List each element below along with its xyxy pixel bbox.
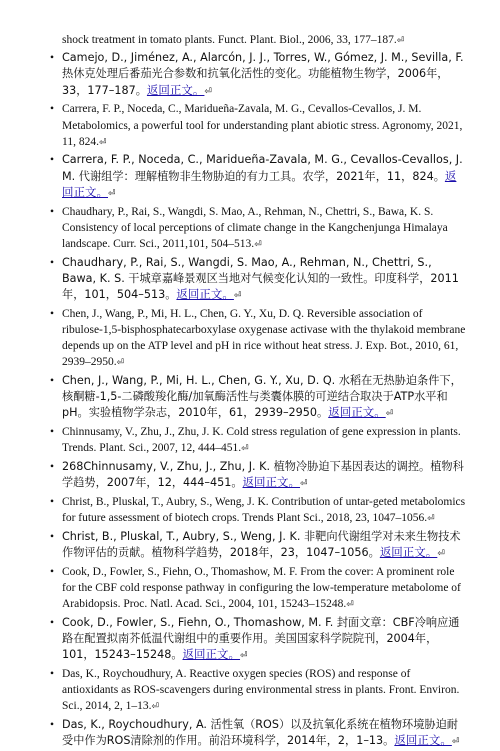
reference-text: Chen, J., Wang, P., Mi, H. L., Chen, G. Y., Xu, D. Q. Reversible association of ribulose-1,5-bisphosphatecarboxylase oxygenase activase with the thylakoid membrane depends up on the ATP level and pH in rice without heat stress. J. Exp. Bot., 2010, 61, 2939–2950. xyxy=(62,307,466,369)
return-icon[interactable]: ⏎ xyxy=(300,479,308,490)
reference-translation-item xyxy=(50,717,466,750)
back-to-text-link[interactable]: 返回正文。 xyxy=(379,547,438,560)
return-icon[interactable]: ⏎ xyxy=(151,702,159,713)
reference-text: Cook, D., Fowler, S., Fiehn, O., Thomashow, M. F. 封面文章：CBF冷响应通路在配置拟南芥低温代谢组中的重要作用。美国国家科学院院刊，2004年，101，15243–15248。 xyxy=(62,615,460,662)
reference-text: Das, K., Roychoudhury, A. Reactive oxygen species (ROS) and response of antioxidants as ROS-scavengers during environmental stress in plants. Front. Environ. Sci., 2014, 2, 1–13. xyxy=(62,668,460,713)
reference-translation-item xyxy=(50,255,466,305)
continued-reference xyxy=(62,32,466,49)
reference-item xyxy=(50,306,466,372)
reference-translation-item xyxy=(50,152,466,202)
reference-translation-item xyxy=(50,459,466,492)
return-icon[interactable]: ⏎ xyxy=(116,358,125,369)
reference-item xyxy=(50,424,466,457)
back-to-text-link[interactable]: 返回正文。 xyxy=(182,649,241,662)
return-icon[interactable]: ⏎ xyxy=(346,600,354,611)
back-to-text-link[interactable]: 返回正文。 xyxy=(176,289,234,302)
back-to-text-link[interactable]: 返回正文。 xyxy=(242,477,301,490)
reference-text: Chen, J., Wang, P., Mi, H. L., Chen, G. Y., Xu, D. Q. 水稻在无热胁迫条件下，核酮糖-1,5-二磷酸羧化酶/加氧酶活性与类囊体膜的可逆结合取决于ATP水平和pH。实验植物学杂志，2010年，61，2939–2950。 xyxy=(62,374,462,420)
reference-translation-item xyxy=(50,615,466,665)
reference-text: 268Chinnusamy, V., Zhu, J., Zhu, J. K. 植物冷胁迫下基因表达的调控。植物科学趋势，2007年，12，444–451。 xyxy=(62,460,464,490)
reference-text: Chinnusamy, V., Zhu, J., Zhu, J. K. Cold stress regulation of gene expression in plants. Trends. Plant. Sci., 2007, 12, 444–451. xyxy=(62,426,461,455)
reference-item xyxy=(50,204,466,254)
return-icon[interactable]: ⏎ xyxy=(254,239,262,250)
return-icon[interactable]: ⏎ xyxy=(233,291,242,302)
return-icon[interactable]: ⏎ xyxy=(396,36,405,46)
return-icon[interactable]: ⏎ xyxy=(437,549,445,560)
reference-text: Camejo, D., Jiménez, A., Alarcón, J. J., Torres, W., Gómez, J. M., Sevilla, F. 热休克处理后番茄光合参数和抗氧化活性的变化。功能植物生物学，2006年，33，177–187。 xyxy=(62,51,464,97)
reference-text: Chaudhary, P., Rai, S., Wangdi, S. Mao, A., Rehman, N., Chettri, S., Bawa, K. S. 干城章嘉峰景观区当地对气候变化认知的一致性。印度科学，2011年，101，504–513。 xyxy=(62,255,459,302)
return-icon[interactable]: ⏎ xyxy=(204,86,212,97)
reference-text: Carrera, F. P., Noceda, C., Maridueña-Zavala, M. G., Cevallos-Cevallos, J. M. 代谢组学：理解植物非生物胁迫的有力工具。农学，2021年，11，824。 xyxy=(62,153,463,183)
reference-text: Chaudhary, P., Rai, S., Wangdi, S. Mao, A., Rehman, N., Chettri, S., Bawa, K. S. Consistency of local perceptions of climate change in the Kangchenjunga Himalaya landscape. Curr. Sci., 2011,101, 504–513. xyxy=(62,205,448,250)
return-icon[interactable]: ⏎ xyxy=(108,188,116,199)
reference-translation-item xyxy=(50,529,466,562)
return-icon[interactable]: ⏎ xyxy=(451,737,460,748)
reference-text: Cook, D., Fowler, S., Fiehn, O., Thomashow, M. F. From the cover: A prominent role for the CBF cold response pathway in configuring the low-temperature metabolome of Arabidopsis. Proc. Natl. Acad. Sci., 2004, 101, 15243–15248. xyxy=(62,565,461,611)
reference-text: Christ, B., Pluskal, T., Aubry, S., Weng, J. K. Contribution of untar-geted metabolomics for future assessment of biotech crops. Trends Plant Sci., 2018, 23, 1047–1056. xyxy=(62,495,466,525)
reference-text: Das, K., Roychoudhury, A. 活性氧（ROS）以及抗氧化系统在植物环境胁迫耐受中作为ROS清除剂的作用。前沿环境科学，2014年，2，1–13。 xyxy=(62,718,458,748)
reference-list xyxy=(50,50,466,750)
back-to-text-link[interactable]: 返回正文。 xyxy=(146,84,205,97)
return-icon[interactable]: ⏎ xyxy=(427,514,435,525)
return-icon[interactable]: ⏎ xyxy=(385,409,394,420)
reference-translation-item xyxy=(50,373,466,423)
continued-reference-text: shock treatment in tomato plants. Funct. Plant. Biol., 2006, 33, 177–187. xyxy=(62,34,397,46)
reference-item xyxy=(50,101,466,151)
reference-item xyxy=(50,494,466,527)
reference-text: Christ, B., Pluskal, T., Aubry, S., Weng, J. K. 非靶向代谢组学对未来生物技术作物评估的贡献。植物科学趋势，2018年，23，1047–1056。 xyxy=(62,529,461,560)
reference-text: Carrera, F. P., Noceda, C., Maridueña-Zavala, M. G., Cevallos-Cevallos, J. M. Metabolomics, a powerful tool for understanding plant abiotic stress. Agronomy, 2021, 11, 824. xyxy=(62,103,463,148)
return-icon[interactable]: ⏎ xyxy=(98,137,107,148)
back-to-text-link[interactable]: 返回正文。 xyxy=(62,170,457,199)
return-icon[interactable]: ⏎ xyxy=(241,444,249,455)
back-to-text-link[interactable]: 返回正文。 xyxy=(394,735,452,748)
reference-translation-item xyxy=(50,50,466,100)
back-to-text-link[interactable]: 返回正文。 xyxy=(328,407,386,420)
return-icon[interactable]: ⏎ xyxy=(240,651,248,662)
reference-item xyxy=(50,564,466,614)
reference-item xyxy=(50,666,466,716)
